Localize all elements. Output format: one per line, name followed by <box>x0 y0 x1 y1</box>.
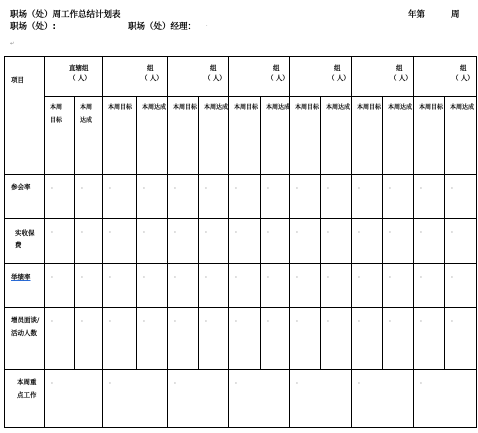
row-focus-work: 本周重点工作 · · · · · · · <box>5 370 477 428</box>
group-name-3: 组 <box>210 64 217 72</box>
row-label: 增员面谈/活动人数 <box>11 316 40 337</box>
group-header-1 <box>45 57 103 97</box>
group-person-5: （ 人） <box>328 74 350 82</box>
group-person-2: （ 人） <box>141 74 163 82</box>
group-header-7 <box>414 57 477 97</box>
group-header-row <box>5 57 477 97</box>
sub-target-5: 本周目标 <box>290 97 321 175</box>
row-label: 举绩率 <box>11 273 31 281</box>
sub-achieved-1: 本周达成 <box>75 97 103 175</box>
row-performance: 举绩率 · · · · · · · · · · · · · · <box>5 264 477 308</box>
row-label: 本周重点工作 <box>17 378 37 399</box>
row-label-cell <box>5 219 45 264</box>
corner-cell <box>5 57 45 175</box>
group-name-7: 组 <box>460 64 467 72</box>
row-label: 参会率 <box>11 183 31 191</box>
sub-target-6: 本周目标 <box>352 97 383 175</box>
sub-target-3: 本周目标 <box>168 97 199 175</box>
sub-achieved-2: 本周达成 <box>137 97 168 175</box>
group-person-1: （ 人） <box>69 74 91 82</box>
row-recruit: 增员面谈/活动人数 · · · · · · · · · · · · · · <box>5 308 477 370</box>
sub-target-1: 本周目标 <box>45 97 75 175</box>
sub-target-2: 本周目标 <box>103 97 137 175</box>
group-person-4: （ 人） <box>267 74 289 82</box>
group-header-5 <box>290 57 352 97</box>
group-name-6: 组 <box>396 64 403 72</box>
sub-achieved-5: 本周达成 <box>321 97 352 175</box>
sub-achieved-7: 本周达成 <box>445 97 477 175</box>
group-name-5: 组 <box>334 64 341 72</box>
group-header-4 <box>229 57 290 97</box>
corner-label: 项目 <box>11 76 24 84</box>
row-label: 实收保费 <box>15 229 35 249</box>
paragraph-mark: ↵ <box>10 41 15 47</box>
group-header-3 <box>168 57 229 97</box>
sub-target-7: 本周目标 <box>414 97 445 175</box>
group-header-2 <box>103 57 168 97</box>
row-attendance: 参会率 · · · · · · · · · · · · · · <box>5 175 477 219</box>
sub-achieved-3: 本周达成 <box>199 97 229 175</box>
year-week-label: 年第 <box>408 10 426 20</box>
weekly-plan-table <box>4 56 477 428</box>
group-name-4: 组 <box>273 64 280 72</box>
group-name-2: 组 <box>147 64 154 72</box>
sub-target-4: 本周目标 <box>229 97 261 175</box>
manager-mark: · <box>206 23 208 29</box>
sub-achieved-4: 本周达成 <box>261 97 290 175</box>
row-premium: 实收保费 · · · · · · · · · · · · · · <box>5 219 477 264</box>
manager-label: 职场（处）经理： <box>128 22 197 32</box>
row-label-cell <box>5 370 45 428</box>
week-label: 周 <box>451 10 460 20</box>
row-label-cell <box>5 264 45 308</box>
sub-header-row <box>5 97 477 175</box>
row-label-cell <box>5 175 45 219</box>
group-header-6 <box>352 57 414 97</box>
page-title: 职场（处）周工作总结计划表 <box>10 10 121 20</box>
group-person-6: （ 人） <box>390 74 412 82</box>
group-person-3: （ 人） <box>204 74 226 82</box>
sub-achieved-6: 本周达成 <box>383 97 414 175</box>
site-label: 职场（处）: <box>10 22 56 32</box>
group-person-7: （ 人） <box>452 74 474 82</box>
group-name-1: 直辖组 <box>69 64 89 72</box>
row-label-cell <box>5 308 45 370</box>
